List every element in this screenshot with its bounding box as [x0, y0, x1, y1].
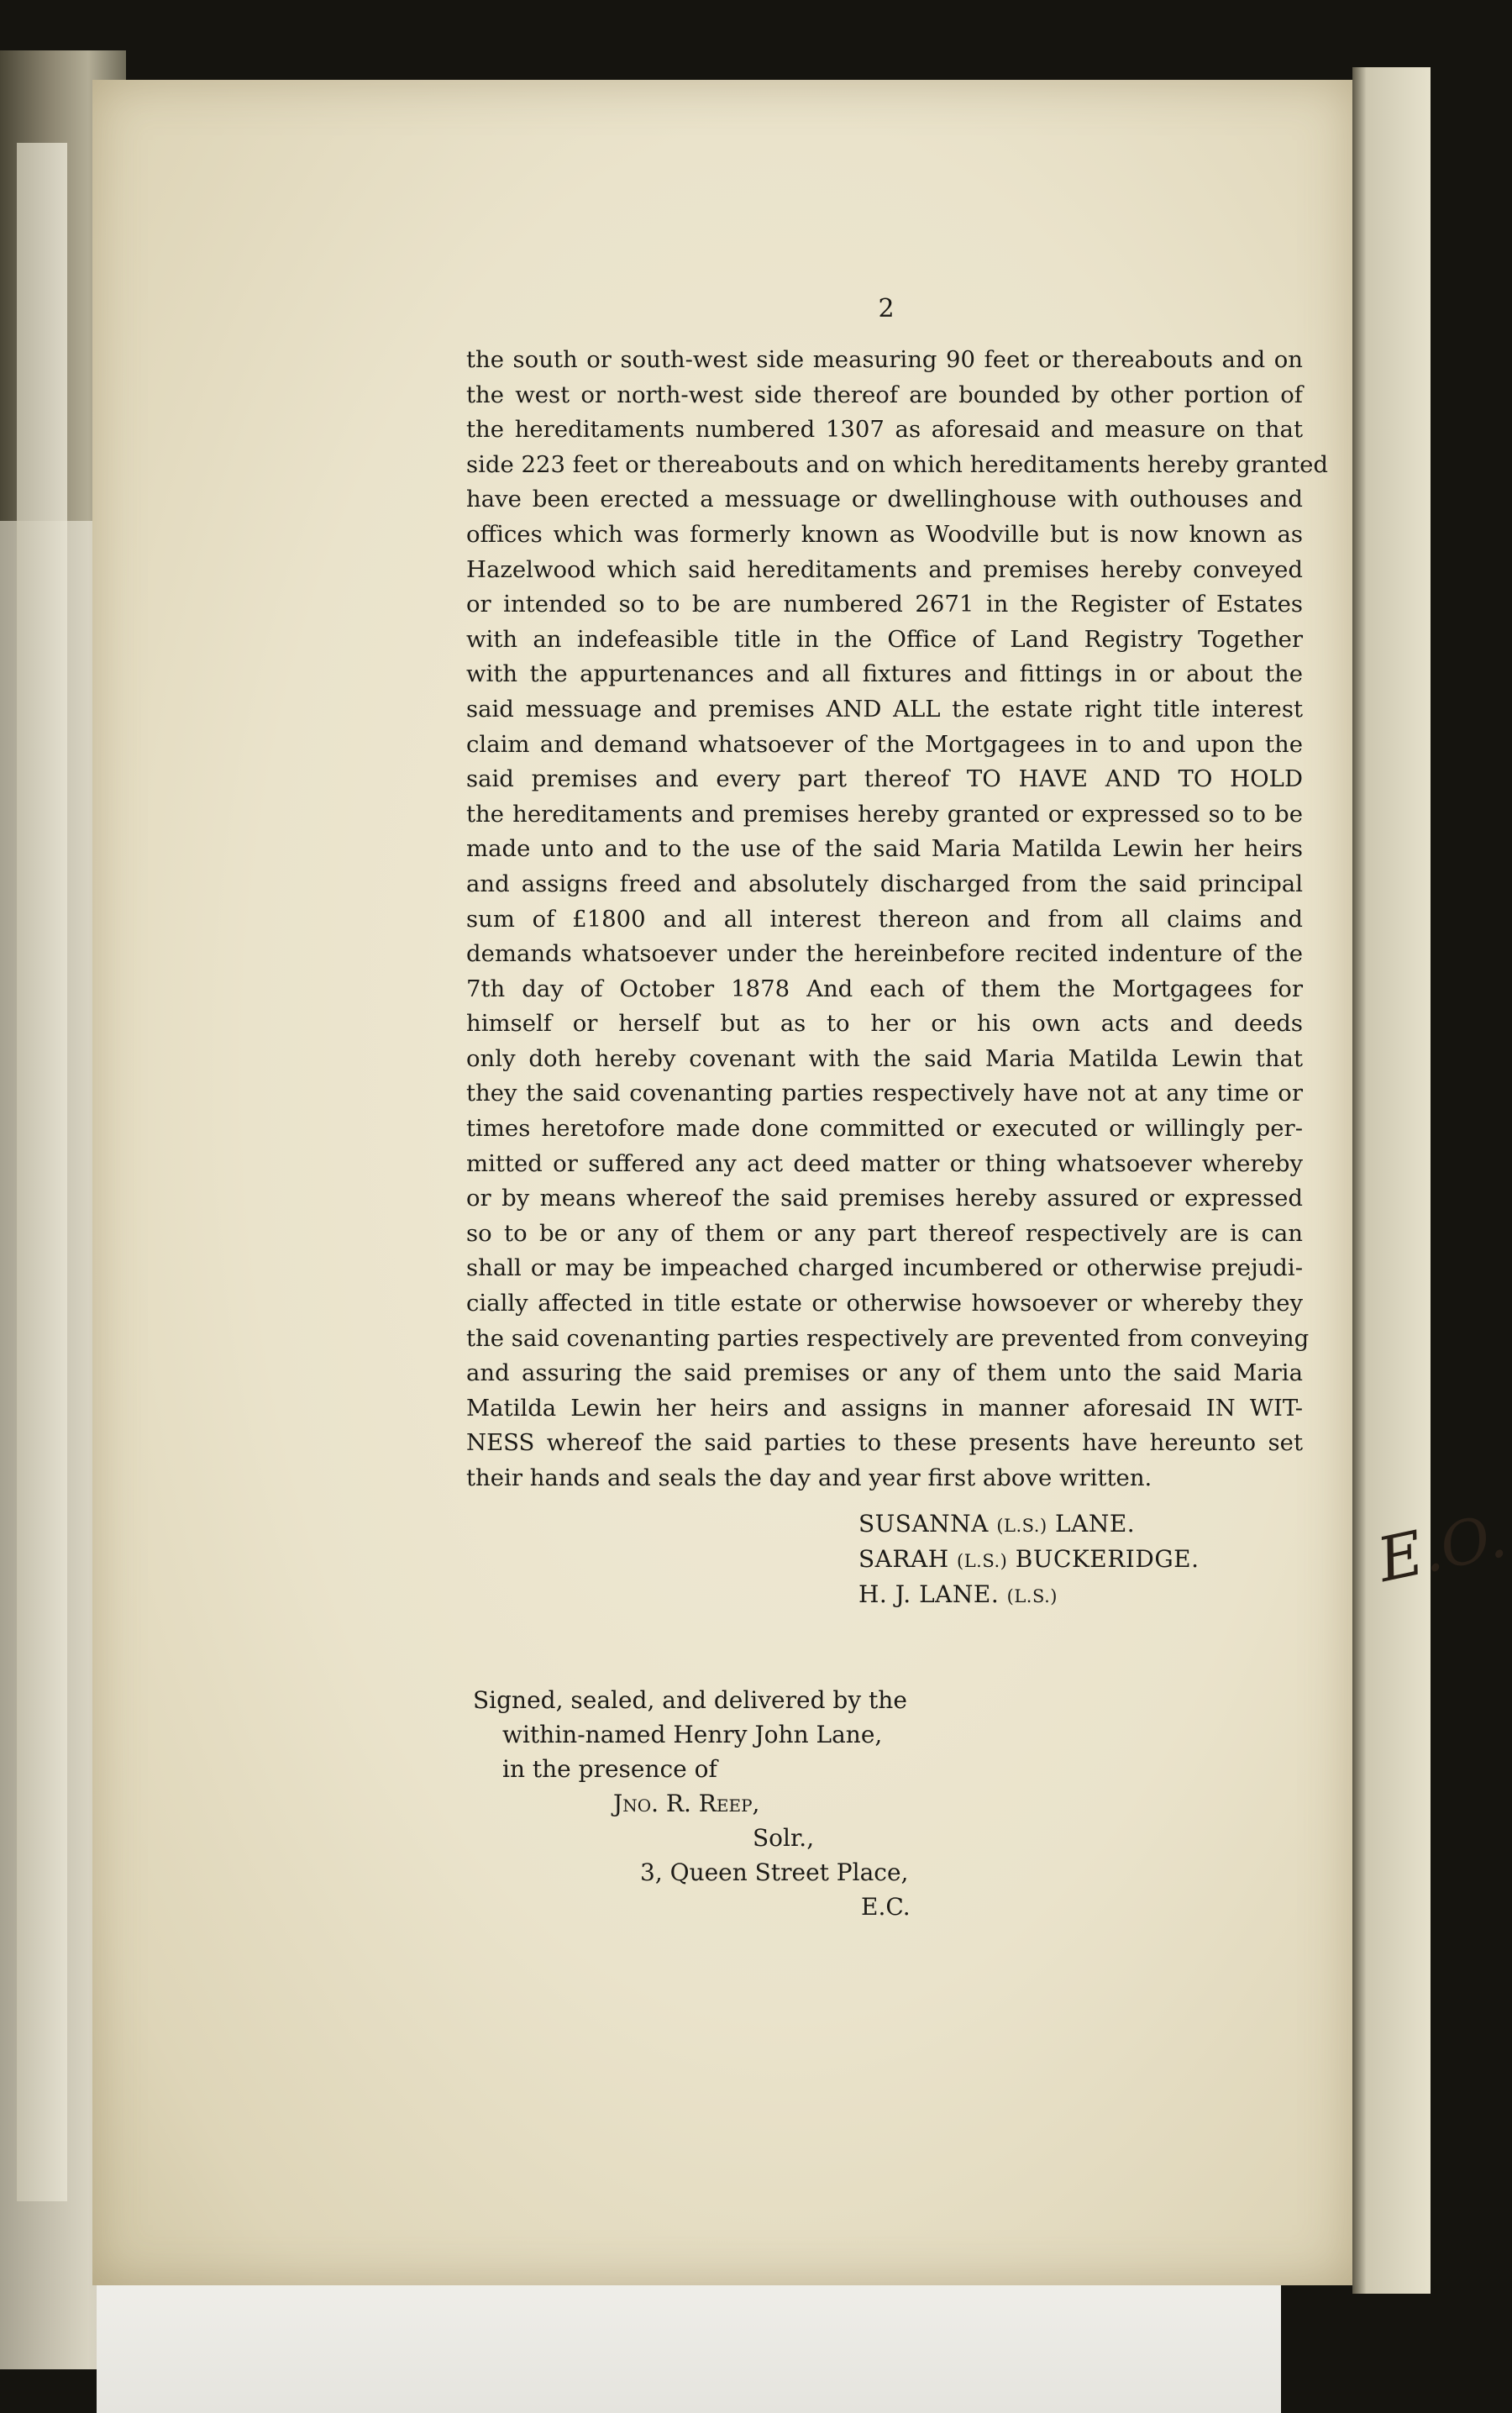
body-text-line: said messuage and premises AND ALL the estate right title interest — [466, 695, 1303, 723]
right-facing-page-edge — [1352, 67, 1431, 2294]
bottom-paper-strip — [97, 2268, 1281, 2413]
body-text-line: times heretofore made done committed or executed or willingly per- — [466, 1115, 1303, 1143]
body-text-line: the hereditaments and premises hereby granted or expressed so to be — [466, 800, 1303, 828]
body-text-line: and assigns freed and absolutely discharged from the said principal — [466, 870, 1303, 897]
signatory-first-name: SUSANNA — [858, 1510, 989, 1538]
body-text-line: their hands and seals the day and year first above written. — [466, 1464, 1152, 1491]
body-text-line: made unto and to the use of the said Maria Matilda Lewin her heirs — [466, 835, 1303, 863]
body-text-line: so to be or any of them or any part thereof respectively are is can — [466, 1219, 1303, 1247]
body-text-line: himself or herself but as to her or his own acts and deeds — [466, 1010, 1303, 1038]
body-text-line: they the said covenanting parties respectively have not at any time or — [466, 1080, 1303, 1107]
body-text-line: with an indefeasible title in the Office of Land Registry Together — [466, 625, 1303, 653]
seal-mark: (L.S.) — [1006, 1586, 1058, 1606]
signatory-surname: BUCKERIDGE. — [1015, 1545, 1200, 1573]
body-text-line: offices which was formerly known as Woodville but is now known as — [466, 520, 1303, 548]
body-text-line: mitted or suffered any act deed matter or thing whatsoever whereby — [466, 1149, 1303, 1177]
body-text-line: cially affected in title estate or otherwise howsoever or whereby they — [466, 1290, 1303, 1317]
body-text-line: sum of £1800 and all interest thereon and from all claims and — [466, 905, 1303, 933]
witness-address: 3, Queen Street Place, — [640, 1858, 909, 1886]
body-text-line: shall or may be impeached charged incumbered or otherwise prejudi- — [466, 1254, 1303, 1282]
signatory-first-name: H. J. LANE. — [858, 1580, 1000, 1608]
margin-handwriting: E.O. — [1371, 1499, 1512, 1596]
attestation-line-2: within-named Henry John Lane, — [502, 1721, 883, 1748]
body-text-line: claim and demand whatsoever of the Mortgagees in to and upon the — [466, 730, 1303, 758]
body-text-line: NESS whereof the said parties to these presents have hereunto set — [466, 1429, 1303, 1457]
body-text-line: 7th day of October 1878 And each of them the Mortgagees for — [466, 975, 1303, 1002]
signatory-surname: LANE. — [1055, 1510, 1136, 1538]
seal-mark: (L.S.) — [996, 1516, 1047, 1536]
body-text-line: the hereditaments numbered 1307 as aforesaid and measure on that — [466, 416, 1303, 444]
page-number: 2 — [878, 294, 895, 323]
body-text-line: said premises and every part thereof TO HAVE AND TO HOLD — [466, 765, 1303, 793]
left-paper-strip-inner — [17, 143, 67, 2201]
body-text-line: or by means whereof the said premises hereby assured or expressed — [466, 1185, 1303, 1212]
body-text-line: side 223 feet or thereabouts and on which hereditaments hereby granted — [466, 450, 1328, 478]
body-text-line: and assuring the said premises or any of them unto the said Maria — [466, 1359, 1303, 1387]
signature-line — [858, 1510, 1135, 1538]
seal-mark: (L.S.) — [957, 1551, 1008, 1571]
body-text-line: with the appurtenances and all fixtures and fittings in or about the — [466, 660, 1303, 688]
witness-postcode: E.C. — [861, 1893, 911, 1921]
body-text-line: Hazelwood which said hereditaments and premises hereby conveyed — [466, 555, 1303, 583]
deed-body-text — [466, 343, 1328, 1496]
body-text-line: have been erected a messuage or dwellinghouse with outhouses and — [466, 486, 1303, 513]
body-text-line: the west or north-west side thereof are bounded by other portion of — [466, 381, 1303, 408]
witness-name: Jno. R. Reep, — [613, 1790, 760, 1817]
body-text-line: Matilda Lewin her heirs and assigns in manner aforesaid IN WIT- — [466, 1394, 1303, 1422]
body-text-line: only doth hereby covenant with the said Maria Matilda Lewin that — [466, 1044, 1303, 1072]
body-text-line: demands whatsoever under the hereinbefore recited indenture of the — [466, 940, 1303, 968]
witness-title: Solr., — [753, 1824, 815, 1852]
attestation-line-3: in the presence of — [502, 1755, 717, 1783]
signatory-first-name: SARAH — [858, 1545, 949, 1573]
attestation-line-1: Signed, sealed, and delivered by the — [473, 1686, 907, 1714]
signature-line — [858, 1580, 1058, 1608]
body-text-line: or intended so to be are numbered 2671 in the Register of Estates — [466, 591, 1303, 618]
signature-line — [858, 1545, 1200, 1573]
body-text-line: the said covenanting parties respectively are prevented from conveying — [466, 1324, 1310, 1352]
body-text-line: the south or south-west side measuring 90 feet or thereabouts and on — [466, 346, 1303, 373]
